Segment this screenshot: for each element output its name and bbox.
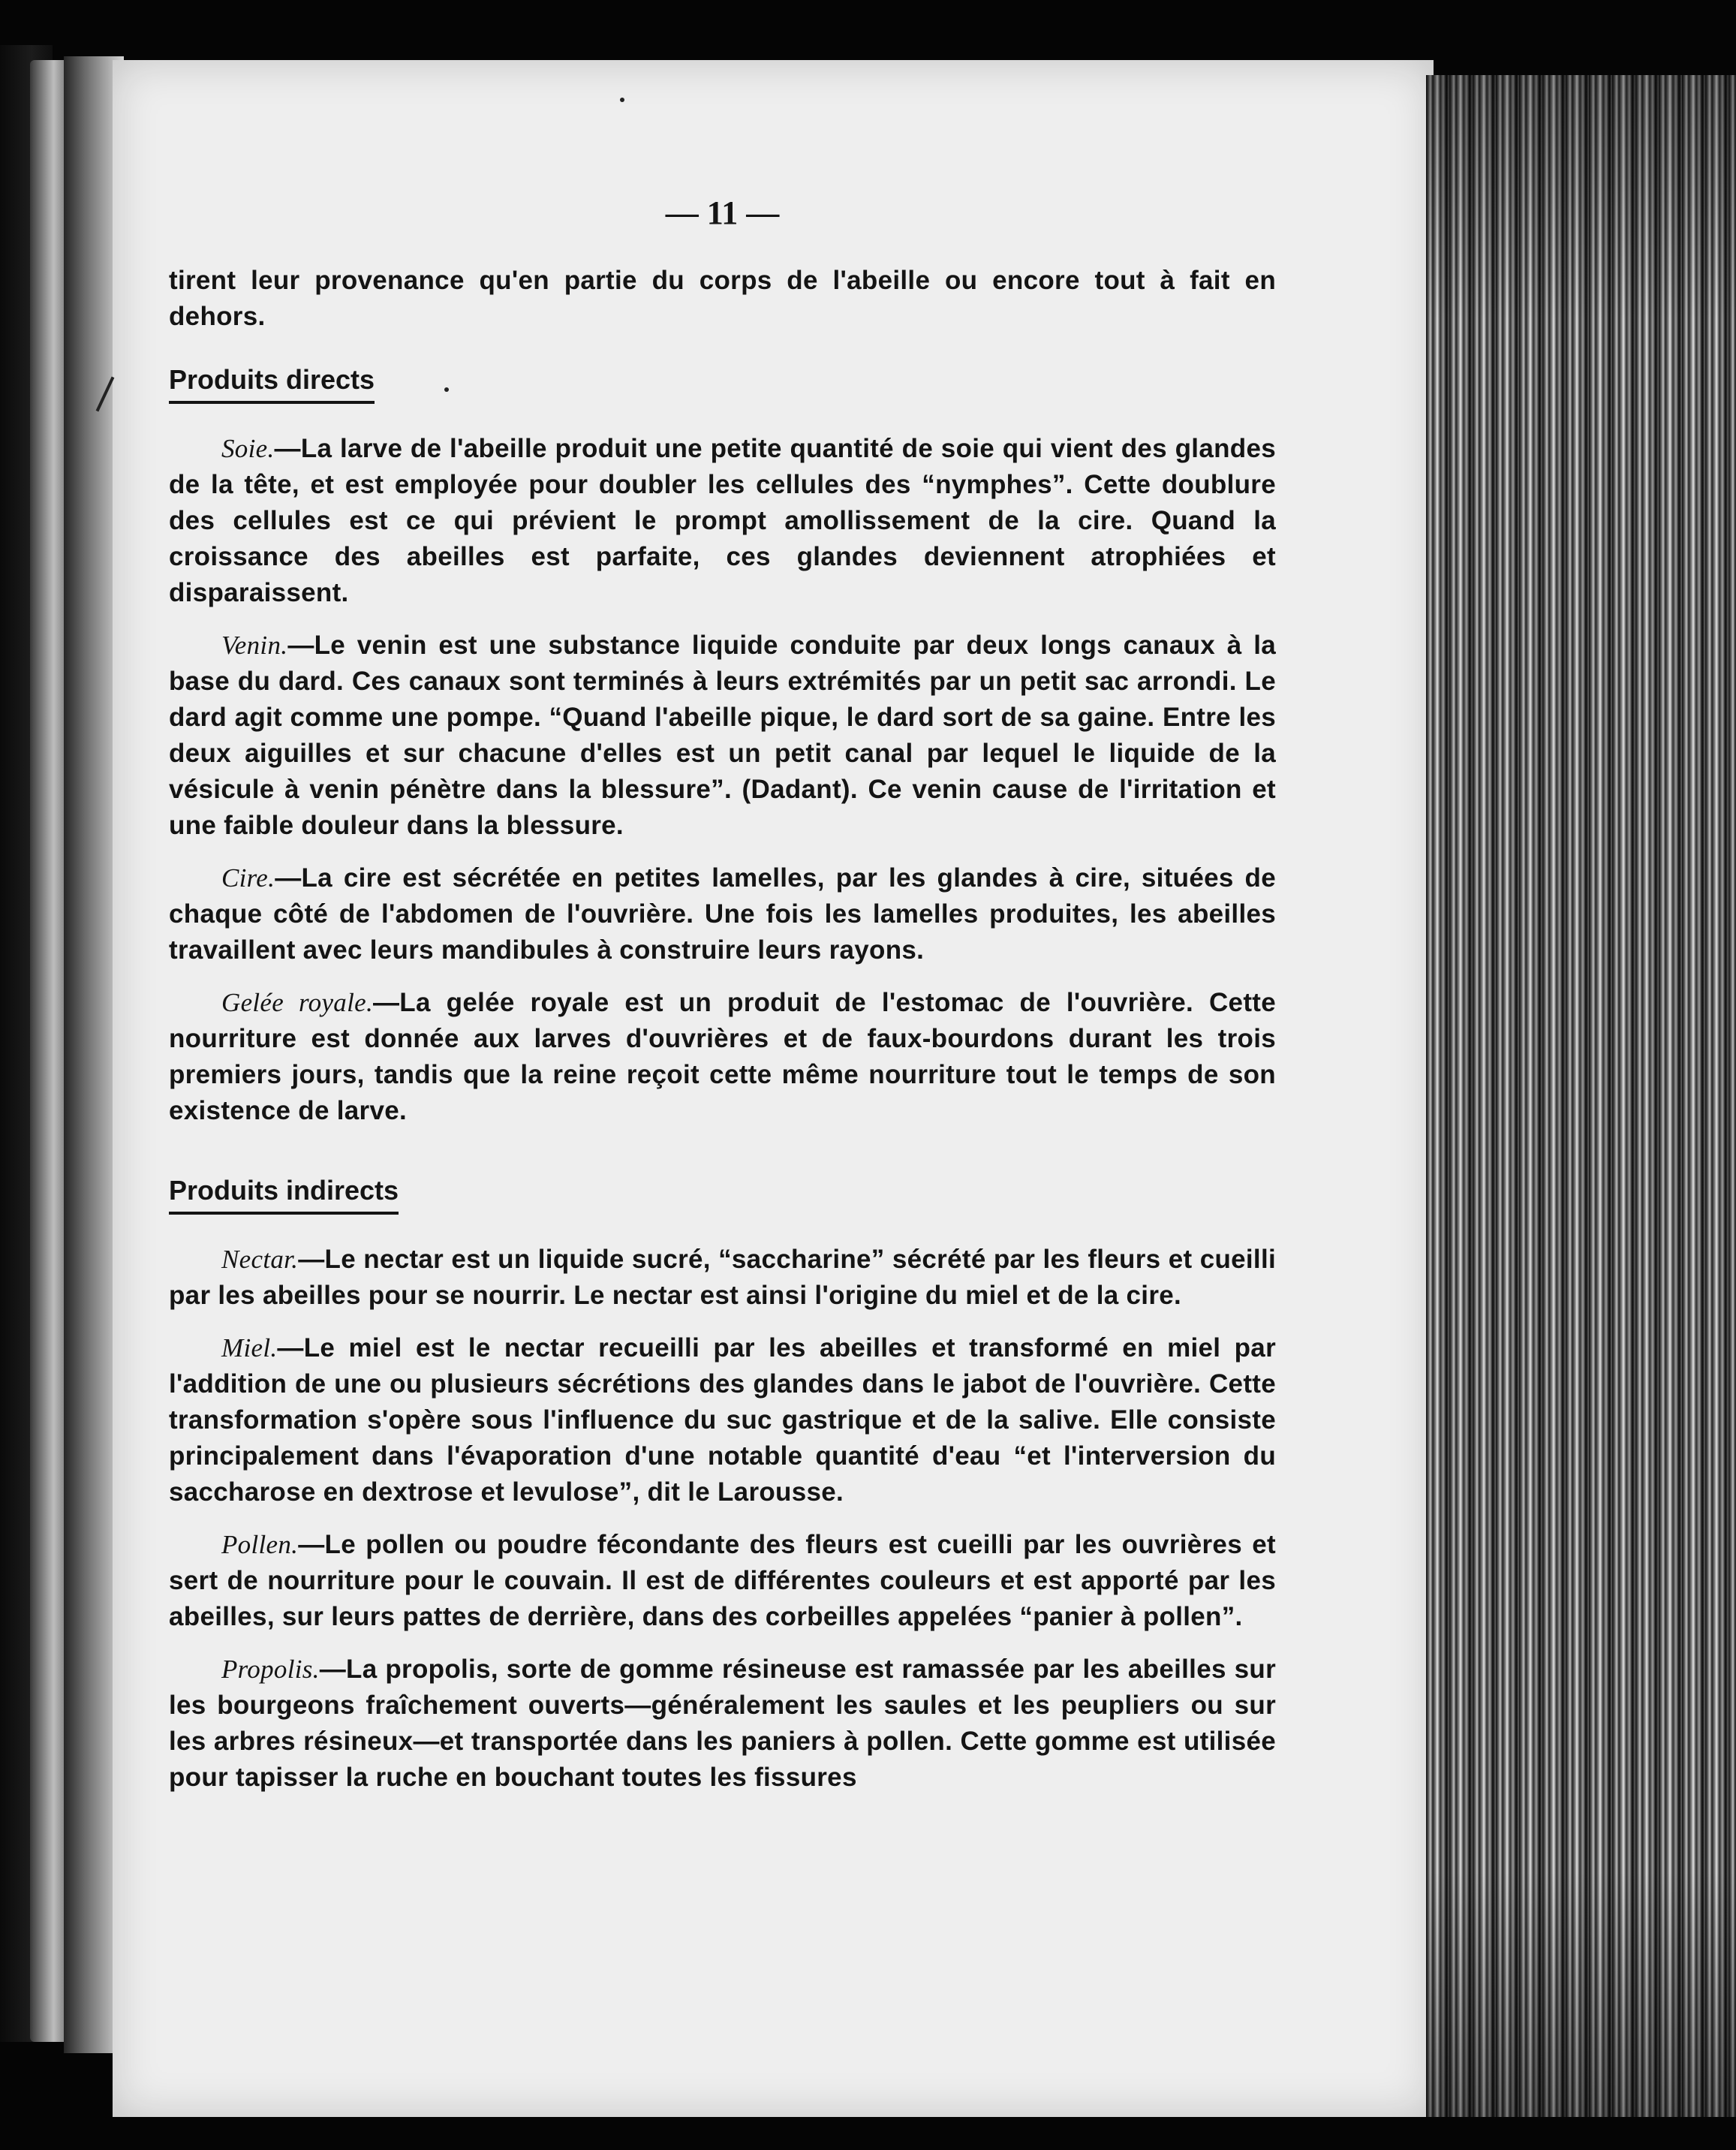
entry-paragraph: [169, 1242, 1276, 1314]
entry-text: —Le miel est le nectar recueilli par les abeilles et transformé en miel par l'addition de une ou plusieurs sécrétions des glandes dans le jabot de l'ouvrière. Cette transformation s'opère sous l'influence du suc gastrique et de la salive. Elle consiste principalement dans l'évaporation d'une notable quantité d'eau “et l'interversion du saccharose en dextrose et levulose”, dit le Larousse.: [169, 1333, 1276, 1507]
entry-term: Miel.: [221, 1333, 278, 1363]
entry-paragraph: [169, 985, 1276, 1129]
facing-page-edge: [30, 60, 64, 2042]
entry-paragraph: [169, 860, 1276, 968]
entry-term: Pollen.: [221, 1530, 299, 1559]
entry-term: Venin.: [221, 631, 288, 660]
entry-text: —La propolis, sorte de gomme résineuse est ramassée par les abeilles sur les bourgeons fraîchement ouverts—généralement les saules et les peupliers ou sur les arbres résineux—et transportée dans les paniers à pollen. Cette gomme est utilisée pour tapisser la ruche en bouchant toutes les fissures: [169, 1655, 1276, 1792]
section-heading-indirect: Produits indirects: [169, 1173, 399, 1215]
entry-term: Propolis.: [221, 1655, 320, 1684]
entry-term: Soie.: [221, 434, 275, 463]
entry-term: Cire.: [221, 863, 275, 893]
entry-text: —Le venin est une substance liquide conduite par deux longs canaux à la base du dard. Ces canaux sont terminés à leurs extrémités par un petit sac arrondi. Le dard agit comme une pompe. “Quand l'abeille pique, le dard sort de sa gaine. Entre les deux aiguilles et sur chacune d'elles est un petit canal par lequel le liquide de la vésicule à venin pénètre dans la blessure”. (Dadant). Ce venin cause de l'irritation et une faible douleur dans la blessure.: [169, 631, 1276, 840]
entry-paragraph: [169, 628, 1276, 844]
entry-term: Nectar.: [221, 1245, 299, 1274]
entry-text: —Le pollen ou poudre fécondante des fleurs est cueilli par les ouvrières et sert de nourriture pour le couvain. Il est de différentes couleurs et est apporté par les abeilles, sur leurs pattes de derrière, dans des corbeilles appelées “panier à pollen”.: [169, 1530, 1276, 1631]
entry-paragraph: [169, 1527, 1276, 1635]
page-number: — 11 —: [665, 194, 780, 231]
page-content: [169, 195, 1276, 1796]
entry-paragraph: [169, 431, 1276, 611]
entry-text: —La gelée royale est un produit de l'estomac de l'ouvrière. Cette nourriture est donnée aux larves d'ouvrières et de faux-bourdons durant les trois premiers jours, tandis que la reine reçoit cette même nourriture tout le temps de son existence de larve.: [169, 988, 1276, 1125]
entry-paragraph: [169, 1652, 1276, 1796]
entry-paragraph: [169, 1330, 1276, 1510]
intro-paragraph: tirent leur provenance qu'en partie du corps de l'abeille ou encore tout à fait en dehors.: [169, 266, 1276, 331]
entry-term: Gelée royale.: [221, 988, 373, 1017]
scan-speck: [620, 98, 624, 102]
entry-text: —Le nectar est un liquide sucré, “saccharine” sécrété par les fleurs et cueilli par les abeilles pour se nourrir. Le nectar est ainsi l'origine du miel et de la cire.: [169, 1245, 1276, 1310]
entry-text: —La larve de l'abeille produit une petite quantité de soie qui vient des glandes de la tête, et est employée pour doubler les cellules des “nymphes”. Cette doublure des cellules est ce qui prévient le prompt amollissement de la cire. Quand la croissance des abeilles est parfaite, ces glandes deviennent atrophiées et disparaissent.: [169, 434, 1276, 607]
page-edges-shading: [1426, 75, 1736, 2117]
entry-text: —La cire est sécrétée en petites lamelles, par les glandes à cire, situées de chaque côté de l'abdomen de l'ouvrière. Une fois les lamelles produites, les abeilles travaillent avec leurs mandibules à construire leurs rayons.: [169, 863, 1276, 965]
section-heading-direct: Produits directs: [169, 362, 375, 404]
